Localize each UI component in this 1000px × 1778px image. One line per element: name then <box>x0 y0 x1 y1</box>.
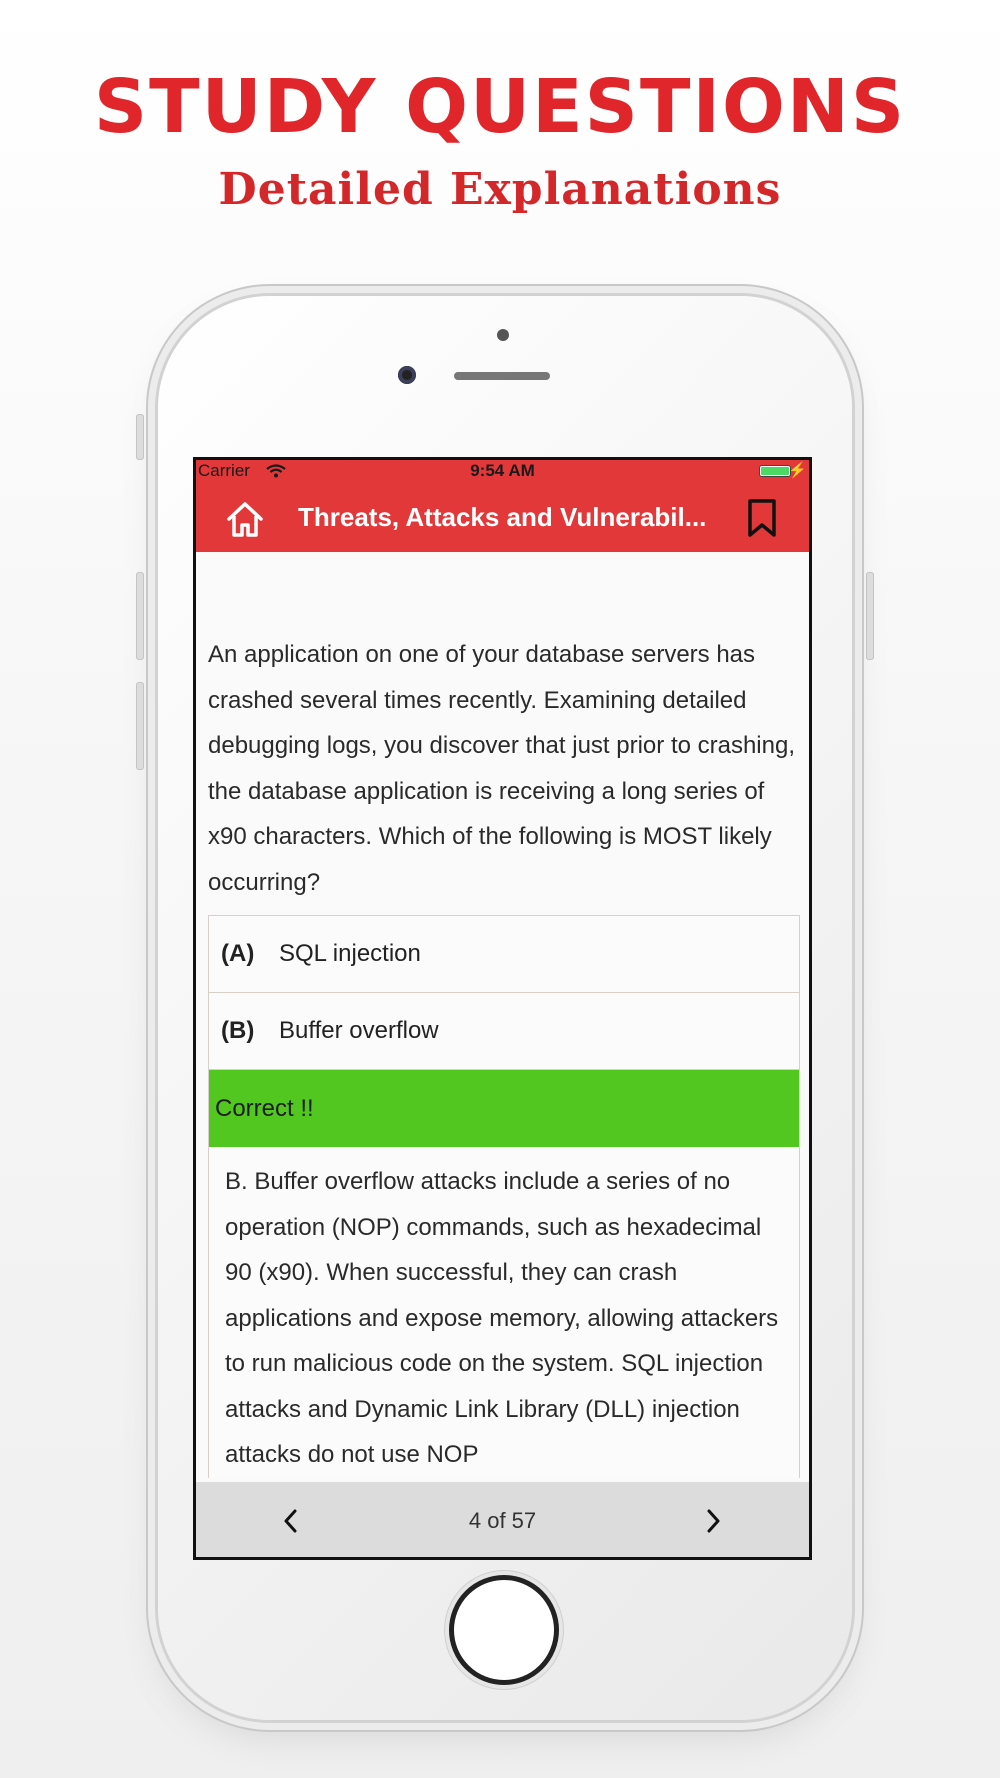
charging-bolt-icon: ⚡ <box>788 462 807 479</box>
volume-up-button <box>136 572 144 660</box>
option-b[interactable] <box>209 993 799 1070</box>
nav-title: Threats, Attacks and Vulnerabil... <box>298 502 707 532</box>
mute-switch <box>136 414 144 460</box>
pager-bar <box>196 1482 809 1560</box>
option-text: Buffer overflow <box>279 1017 439 1044</box>
page-counter: 4 of 57 <box>468 1508 537 1533</box>
earpiece-speaker <box>454 372 550 380</box>
battery-icon <box>759 465 791 477</box>
correct-feedback-banner: Correct !! <box>209 1070 799 1147</box>
status-time: 9:54 AM <box>470 461 535 480</box>
next-question-button[interactable] <box>688 1496 738 1546</box>
carrier-label: Carrier <box>198 461 250 480</box>
option-text: SQL injection <box>279 940 421 967</box>
option-letter: (A) <box>221 940 255 967</box>
proximity-sensor <box>497 329 509 341</box>
nav-bar <box>196 482 809 552</box>
power-button <box>866 572 874 660</box>
promo-subtitle: Detailed Explanations <box>218 164 782 215</box>
chevron-right-icon <box>703 1508 723 1534</box>
answer-panel <box>208 915 800 1478</box>
phone-home-button[interactable] <box>449 1575 559 1685</box>
bookmark-icon[interactable] <box>746 498 778 538</box>
option-a[interactable] <box>209 916 799 993</box>
home-icon[interactable] <box>224 498 266 540</box>
promo-title: STUDY QUESTIONS <box>93 64 907 150</box>
volume-down-button <box>136 682 144 770</box>
question-text: An application on one of your database servers has crashed several times recently. Examining detailed debugging logs, you discover that just prior to crashing, the database application is receiving a long series of x90 characters. Which of the following is MOST likely occurring? <box>208 641 796 896</box>
status-bar <box>196 460 809 482</box>
explanation-text: B. Buffer overflow attacks include a series of no operation (NOP) commands, such as hexadecimal 90 (x90). When successful, they can crash applications and expose memory, allowing attackers to run malicious code on the system. SQL injection attacks and Dynamic Link Library (DLL) injection attacks do not use NOP <box>209 1147 799 1478</box>
app-screen <box>193 457 812 1560</box>
option-letter: (B) <box>221 1017 255 1044</box>
front-camera <box>398 366 416 384</box>
